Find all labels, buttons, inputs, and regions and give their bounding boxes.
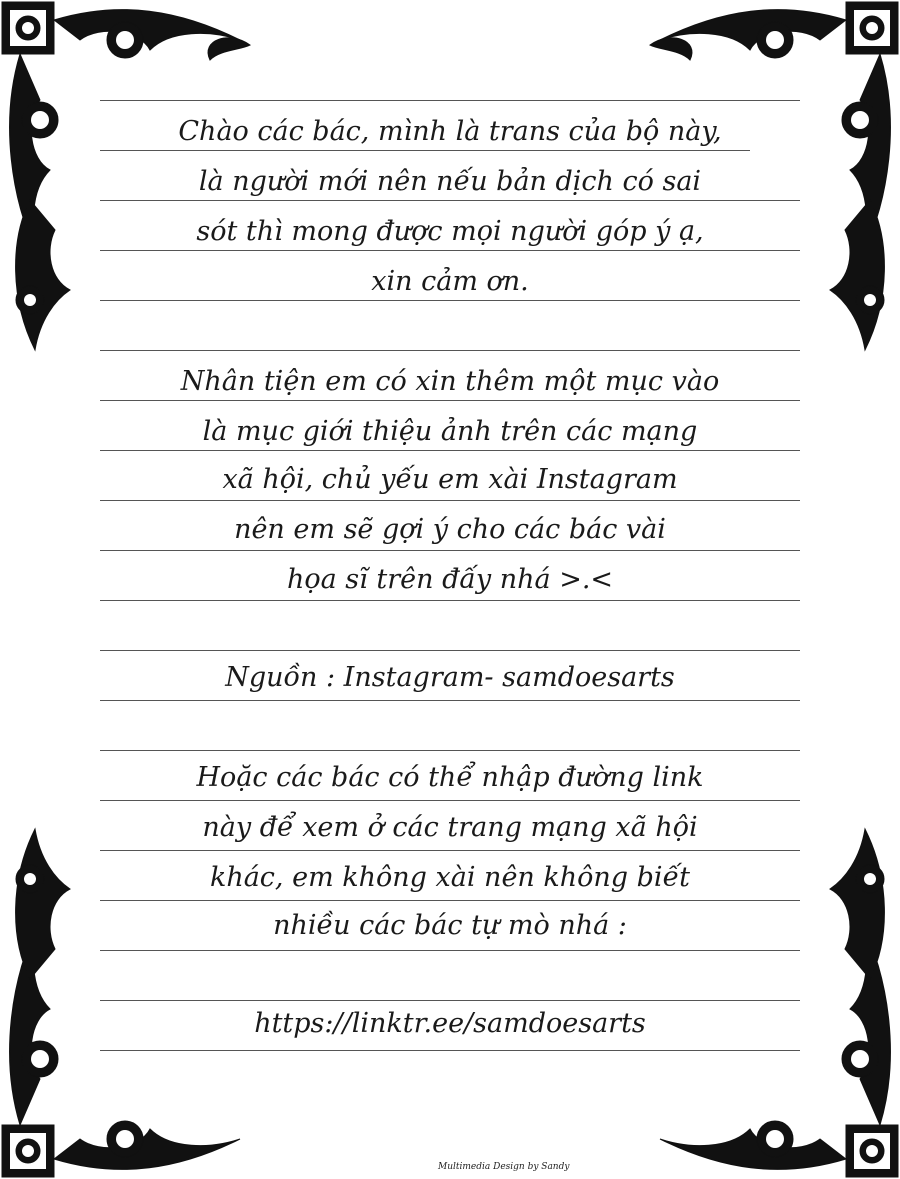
- letter-line: khác, em không xài nên không biết: [209, 862, 691, 893]
- link-line: https://linktr.ee/samdoesarts: [254, 1008, 646, 1039]
- rule-line: [100, 950, 800, 951]
- letter-line: nên em sẽ gợi ý cho các bác vài: [234, 514, 666, 545]
- letter-line: [100, 708, 800, 748]
- letter-line: Chào các bác, mình là trans của bộ này,: [178, 116, 722, 147]
- rule-line: [100, 900, 800, 901]
- letter-line: là người mới nên nếu bản dịch có sai: [198, 166, 702, 197]
- rule-line: [100, 600, 800, 601]
- letter-line: họa sĩ trên đấy nhá >.<: [286, 564, 614, 595]
- letter-line: Hoặc các bác có thể nhập đường link: [196, 762, 704, 793]
- rule-line: [100, 500, 800, 501]
- rule-line: [100, 700, 800, 701]
- letter-line: là mục giới thiệu ảnh trên các mạng: [202, 416, 698, 447]
- letter-line: này để xem ở các trang mạng xã hội: [202, 812, 698, 843]
- rule-line: [100, 1000, 800, 1001]
- rule-line: [100, 800, 800, 801]
- letter-line: xin cảm ơn.: [371, 266, 529, 297]
- rule-line: [100, 650, 800, 651]
- letter-line: nhiều các bác tự mò nhá :: [273, 910, 627, 941]
- letter-line: xã hội, chủ yếu em xài Instagram: [222, 464, 678, 495]
- rule-line: [100, 100, 800, 101]
- rule-line: [100, 1050, 800, 1051]
- letter-line: [100, 610, 800, 650]
- rule-line: [100, 750, 800, 751]
- rule-line: [100, 850, 800, 851]
- letter-line: [100, 312, 800, 352]
- rule-line: [100, 550, 800, 551]
- letter-line: Nhân tiện em có xin thêm một mục vào: [180, 366, 720, 397]
- source-line: Nguồn : Instagram- samdoesarts: [225, 662, 675, 693]
- letter-line: sót thì mong được mọi người góp ý ạ,: [196, 216, 704, 247]
- letter-line: [100, 956, 800, 996]
- designer-signature: Multimedia Design by Sandy: [438, 1162, 570, 1172]
